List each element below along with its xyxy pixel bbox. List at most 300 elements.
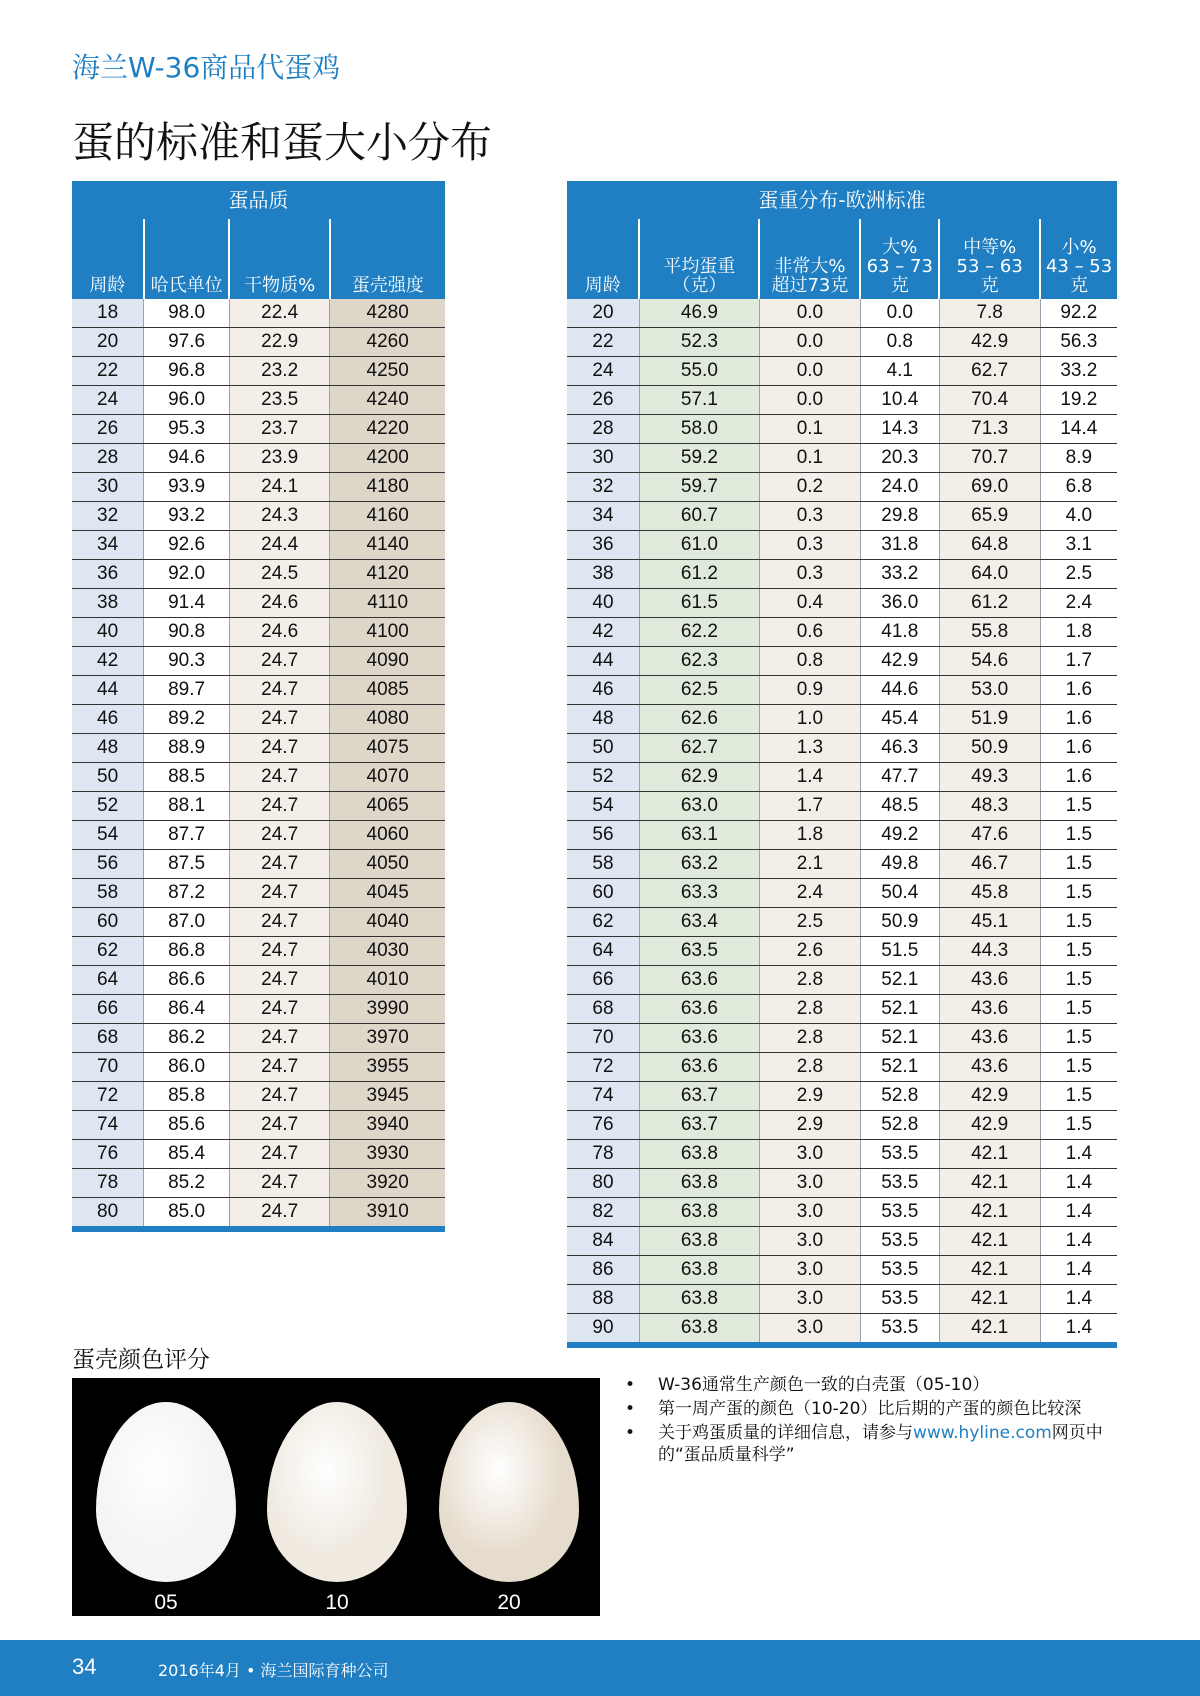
table-cell: 63.0 (639, 792, 759, 821)
table-cell: 1.4 (1040, 1227, 1117, 1256)
table-cell: 4.1 (860, 357, 939, 386)
table-cell: 52 (72, 792, 144, 821)
table-cell: 63.6 (639, 1024, 759, 1053)
table-cell: 87.2 (144, 879, 230, 908)
table-cell: 24.7 (229, 995, 329, 1024)
table-cell: 24 (72, 386, 144, 415)
column-header-line: 克 (890, 275, 909, 296)
table-cell: 3.0 (759, 1314, 860, 1346)
table-row (72, 502, 445, 531)
website-link[interactable]: www.hyline.com (913, 1423, 1052, 1443)
table-cell: 51.9 (939, 705, 1040, 734)
table-row (567, 444, 1117, 473)
table-cell: 56 (567, 821, 639, 850)
table-row (72, 995, 445, 1024)
table-row (567, 502, 1117, 531)
table-row (72, 1140, 445, 1169)
table-cell: 20 (72, 328, 144, 357)
table-cell: 7.8 (939, 299, 1040, 328)
table-cell: 24.7 (229, 908, 329, 937)
table-cell: 1.4 (759, 763, 860, 792)
table-cell: 2.8 (759, 995, 860, 1024)
table-cell: 96.8 (144, 357, 230, 386)
table-cell: 34 (72, 531, 144, 560)
table-cell: 49.2 (860, 821, 939, 850)
table-cell: 42.1 (939, 1140, 1040, 1169)
table-cell: 63.3 (639, 879, 759, 908)
table-cell: 40 (72, 618, 144, 647)
table-cell: 1.8 (759, 821, 860, 850)
table-cell: 62.6 (639, 705, 759, 734)
table-cell: 4140 (330, 531, 445, 560)
table-cell: 95.3 (144, 415, 230, 444)
table-cell: 50.9 (939, 734, 1040, 763)
table-cell: 6.8 (1040, 473, 1117, 502)
table-cell: 4280 (330, 299, 445, 328)
table-cell: 24.7 (229, 966, 329, 995)
table-cell: 65.9 (939, 502, 1040, 531)
table-cell: 3.0 (759, 1198, 860, 1227)
table-cell: 24.7 (229, 1082, 329, 1111)
table-cell: 53.5 (860, 1285, 939, 1314)
table-cell: 2.8 (759, 1024, 860, 1053)
table-row (567, 1198, 1117, 1227)
table-cell: 38 (72, 589, 144, 618)
table-cell: 24.7 (229, 1198, 329, 1230)
table-row (567, 966, 1117, 995)
table-cell: 43.6 (939, 1053, 1040, 1082)
table-cell: 1.4 (1040, 1285, 1117, 1314)
table-cell: 62.5 (639, 676, 759, 705)
table-cell: 23.9 (229, 444, 329, 473)
table-cell: 0.9 (759, 676, 860, 705)
table-cell: 61.2 (939, 589, 1040, 618)
table-cell: 63.6 (639, 966, 759, 995)
table-row (567, 850, 1117, 879)
table-row (72, 850, 445, 879)
table-cell: 93.2 (144, 502, 230, 531)
table-cell: 46 (72, 705, 144, 734)
table-cell: 1.8 (1040, 618, 1117, 647)
table-row (567, 560, 1117, 589)
table-cell: 42.1 (939, 1285, 1040, 1314)
table-cell: 68 (72, 1024, 144, 1053)
table-row (567, 879, 1117, 908)
table-cell: 44 (567, 647, 639, 676)
table-cell: 46.7 (939, 850, 1040, 879)
table-cell: 22.4 (229, 299, 329, 328)
table-cell: 69.0 (939, 473, 1040, 502)
table-cell: 22 (72, 357, 144, 386)
column-header (939, 219, 1040, 299)
table-cell: 18 (72, 299, 144, 328)
table-cell: 4180 (330, 473, 445, 502)
column-header-line: 43 – 53 (1045, 256, 1113, 277)
table-cell: 40 (567, 589, 639, 618)
table-cell: 76 (567, 1111, 639, 1140)
column-header: 周龄 (72, 219, 144, 299)
table-cell: 71.3 (939, 415, 1040, 444)
table-row (567, 1140, 1117, 1169)
table-cell: 1.5 (1040, 995, 1117, 1024)
table-cell: 1.6 (1040, 705, 1117, 734)
table-cell: 46 (567, 676, 639, 705)
table-cell: 70 (72, 1053, 144, 1082)
table-row (567, 618, 1117, 647)
bullet-icon: • (625, 1399, 636, 1419)
table-cell: 24.7 (229, 937, 329, 966)
column-header-line: （克） (672, 275, 727, 296)
table-cell: 64 (72, 966, 144, 995)
table-cell: 45.1 (939, 908, 1040, 937)
table-cell: 24.7 (229, 1053, 329, 1082)
table-cell: 2.9 (759, 1082, 860, 1111)
egg-weight-caption: 蛋重分布-欧洲标准 (567, 181, 1117, 219)
table-row (567, 1285, 1117, 1314)
table-cell: 33.2 (860, 560, 939, 589)
table-cell: 1.3 (759, 734, 860, 763)
column-header-line: 中等% (963, 237, 1017, 258)
table-cell: 0.3 (759, 502, 860, 531)
table-cell: 52 (567, 763, 639, 792)
table-cell: 42.1 (939, 1256, 1040, 1285)
table-cell: 62.9 (639, 763, 759, 792)
table-cell: 1.7 (759, 792, 860, 821)
table-cell: 63.8 (639, 1169, 759, 1198)
table-cell: 74 (567, 1082, 639, 1111)
table-cell: 56.3 (1040, 328, 1117, 357)
table-cell: 10.4 (860, 386, 939, 415)
table-row (567, 821, 1117, 850)
table-cell: 92.0 (144, 560, 230, 589)
egg-quality-caption: 蛋品质 (72, 181, 445, 219)
table-cell: 4075 (330, 734, 445, 763)
table-row (72, 1169, 445, 1198)
table-row (72, 1053, 445, 1082)
table-cell: 76 (72, 1140, 144, 1169)
table-cell: 53.5 (860, 1227, 939, 1256)
table-cell: 32 (72, 502, 144, 531)
table-row (72, 560, 445, 589)
table-cell: 4040 (330, 908, 445, 937)
table-cell: 3.0 (759, 1169, 860, 1198)
table-cell: 14.4 (1040, 415, 1117, 444)
table-row (72, 386, 445, 415)
table-row (72, 821, 445, 850)
table-cell: 60.7 (639, 502, 759, 531)
table-cell: 1.5 (1040, 821, 1117, 850)
table-row (567, 299, 1117, 328)
table-cell: 3.0 (759, 1227, 860, 1256)
table-row (567, 415, 1117, 444)
column-header (639, 219, 759, 299)
table-row (72, 473, 445, 502)
table-cell: 30 (567, 444, 639, 473)
table-cell: 80 (567, 1169, 639, 1198)
egg-score-label: 10 (325, 1591, 349, 1614)
table-cell: 4065 (330, 792, 445, 821)
table-cell: 3.0 (759, 1256, 860, 1285)
table-cell: 62.7 (939, 357, 1040, 386)
table-cell: 1.4 (1040, 1314, 1117, 1346)
table-cell: 72 (567, 1053, 639, 1082)
table-cell: 3955 (330, 1053, 445, 1082)
table-row (72, 705, 445, 734)
shell-color-photo (72, 1378, 600, 1616)
table-row (72, 966, 445, 995)
table-cell: 52.1 (860, 1024, 939, 1053)
table-cell: 48.3 (939, 792, 1040, 821)
table-cell: 66 (72, 995, 144, 1024)
table-cell: 49.3 (939, 763, 1040, 792)
column-header-line: 超过73克 (771, 275, 849, 296)
note-text: 第一周产蛋的颜色（10-20）比后期的产蛋的颜色比较深 (658, 1399, 1082, 1419)
column-header: 干物质% (229, 219, 329, 299)
table-cell: 0.4 (759, 589, 860, 618)
table-cell: 0.0 (759, 357, 860, 386)
table-row (567, 937, 1117, 966)
table-cell: 62.2 (639, 618, 759, 647)
table-cell: 4085 (330, 676, 445, 705)
table-cell: 20.3 (860, 444, 939, 473)
table-cell: 1.5 (1040, 879, 1117, 908)
table-cell: 59.2 (639, 444, 759, 473)
table-cell: 1.4 (1040, 1256, 1117, 1285)
table-cell: 86.8 (144, 937, 230, 966)
table-cell: 70.4 (939, 386, 1040, 415)
table-cell: 82 (567, 1198, 639, 1227)
table-cell: 0.8 (759, 647, 860, 676)
table-cell: 64.0 (939, 560, 1040, 589)
column-header (567, 219, 639, 299)
table-cell: 85.6 (144, 1111, 230, 1140)
table-row (567, 995, 1117, 1024)
table-cell: 4200 (330, 444, 445, 473)
table-cell: 0.1 (759, 444, 860, 473)
table-cell: 24.7 (229, 1024, 329, 1053)
table-cell: 4220 (330, 415, 445, 444)
table-cell: 31.8 (860, 531, 939, 560)
table-row (567, 705, 1117, 734)
table-cell: 89.2 (144, 705, 230, 734)
table-cell: 1.6 (1040, 676, 1117, 705)
table-cell: 4060 (330, 821, 445, 850)
table-cell: 24.7 (229, 850, 329, 879)
table-row (567, 1256, 1117, 1285)
table-cell: 53.0 (939, 676, 1040, 705)
table-row (567, 589, 1117, 618)
table-cell: 51.5 (860, 937, 939, 966)
table-cell: 24.6 (229, 589, 329, 618)
table-cell: 50.9 (860, 908, 939, 937)
table-cell: 94.6 (144, 444, 230, 473)
table-cell: 92.2 (1040, 299, 1117, 328)
table-cell: 90 (567, 1314, 639, 1346)
table-cell: 3945 (330, 1082, 445, 1111)
table-cell: 63.8 (639, 1256, 759, 1285)
table-cell: 24.7 (229, 763, 329, 792)
table-cell: 52.3 (639, 328, 759, 357)
table-cell: 66 (567, 966, 639, 995)
table-cell: 74 (72, 1111, 144, 1140)
table-cell: 33.2 (1040, 357, 1117, 386)
table-cell: 2.6 (759, 937, 860, 966)
table-cell: 30 (72, 473, 144, 502)
document-subtitle: 海兰W-36商品代蛋鸡 (72, 51, 341, 84)
note-text: 关于鸡蛋质量的详细信息，请参与 (658, 1423, 913, 1443)
table-cell: 62.3 (639, 647, 759, 676)
table-cell: 32 (567, 473, 639, 502)
table-cell: 63.5 (639, 937, 759, 966)
table-cell: 63.8 (639, 1314, 759, 1346)
table-cell: 19.2 (1040, 386, 1117, 415)
table-cell: 0.8 (860, 328, 939, 357)
column-header-line: 平均蛋重 (663, 256, 736, 277)
table-row (72, 676, 445, 705)
table-cell: 2.8 (759, 966, 860, 995)
table-cell: 3920 (330, 1169, 445, 1198)
table-cell: 68 (567, 995, 639, 1024)
column-header-line: 大% (882, 237, 918, 258)
table-cell: 24.5 (229, 560, 329, 589)
table-cell: 52.1 (860, 966, 939, 995)
table-cell: 41.8 (860, 618, 939, 647)
table-cell: 42 (72, 647, 144, 676)
table-cell: 22.9 (229, 328, 329, 357)
table-cell: 24.3 (229, 502, 329, 531)
table-cell: 24.7 (229, 676, 329, 705)
table-cell: 24.7 (229, 792, 329, 821)
table-cell: 53.5 (860, 1140, 939, 1169)
table-cell: 3930 (330, 1140, 445, 1169)
bullet-icon: • (625, 1423, 636, 1443)
egg-sample (96, 1402, 236, 1582)
table-cell: 24.4 (229, 531, 329, 560)
table-row (567, 1082, 1117, 1111)
table-cell: 61.0 (639, 531, 759, 560)
table-cell: 1.5 (1040, 937, 1117, 966)
table-cell: 3990 (330, 995, 445, 1024)
table-row (72, 444, 445, 473)
table-cell: 50.4 (860, 879, 939, 908)
egg-quality-table (72, 181, 445, 1232)
note-item (620, 1374, 1140, 1396)
table-row (567, 1111, 1117, 1140)
table-cell: 56 (72, 850, 144, 879)
table-cell: 4080 (330, 705, 445, 734)
column-header-line: 周龄 (584, 275, 621, 296)
table-cell: 90.3 (144, 647, 230, 676)
table-cell: 0.1 (759, 415, 860, 444)
table-row (72, 531, 445, 560)
table-cell: 2.8 (759, 1053, 860, 1082)
table-cell: 62 (567, 908, 639, 937)
table-cell: 3.0 (759, 1140, 860, 1169)
table-row (72, 618, 445, 647)
table-cell: 3970 (330, 1024, 445, 1053)
table-cell: 2.5 (759, 908, 860, 937)
table-cell: 98.0 (144, 299, 230, 328)
table-cell: 1.5 (1040, 966, 1117, 995)
table-cell: 1.6 (1040, 763, 1117, 792)
column-header (759, 219, 860, 299)
table-cell: 78 (72, 1169, 144, 1198)
table-cell: 42.1 (939, 1227, 1040, 1256)
table-cell: 4070 (330, 763, 445, 792)
table-cell: 97.6 (144, 328, 230, 357)
egg-score-label: 05 (154, 1591, 178, 1614)
table-cell: 42.1 (939, 1314, 1040, 1346)
table-row (72, 1024, 445, 1053)
table-cell: 1.0 (759, 705, 860, 734)
table-cell: 85.4 (144, 1140, 230, 1169)
table-cell: 28 (567, 415, 639, 444)
table-cell: 52.1 (860, 1053, 939, 1082)
table-row (567, 1314, 1117, 1346)
table-cell: 55.0 (639, 357, 759, 386)
shell-color-title: 蛋壳颜色评分 (72, 1347, 210, 1373)
footer (0, 1640, 1200, 1696)
table-cell: 86.2 (144, 1024, 230, 1053)
table-cell: 52.1 (860, 995, 939, 1024)
table-cell: 43.6 (939, 966, 1040, 995)
table-cell: 4100 (330, 618, 445, 647)
table-cell: 4045 (330, 879, 445, 908)
table-cell: 42.1 (939, 1198, 1040, 1227)
column-header: 蛋壳强度 (330, 219, 445, 299)
table-row (567, 1169, 1117, 1198)
table-cell: 29.8 (860, 502, 939, 531)
table-cell: 47.7 (860, 763, 939, 792)
table-cell: 36.0 (860, 589, 939, 618)
table-cell: 1.6 (1040, 734, 1117, 763)
table-cell: 24.7 (229, 734, 329, 763)
table-cell: 57.1 (639, 386, 759, 415)
table-cell: 1.4 (1040, 1140, 1117, 1169)
table-row (72, 908, 445, 937)
table-cell: 4160 (330, 502, 445, 531)
table-cell: 1.4 (1040, 1198, 1117, 1227)
table-cell: 28 (72, 444, 144, 473)
table-cell: 63.6 (639, 995, 759, 1024)
table-cell: 50 (72, 763, 144, 792)
table-cell: 63.7 (639, 1082, 759, 1111)
note-text: 网页中的“蛋品质量科学” (658, 1423, 1103, 1465)
table-cell: 85.2 (144, 1169, 230, 1198)
table-cell: 4250 (330, 357, 445, 386)
table-row (72, 1082, 445, 1111)
table-cell: 44 (72, 676, 144, 705)
table-cell: 53.5 (860, 1198, 939, 1227)
table-cell: 43.6 (939, 995, 1040, 1024)
table-cell: 8.9 (1040, 444, 1117, 473)
column-header-line: 克 (980, 275, 999, 296)
table-row (567, 531, 1117, 560)
table-cell: 46.3 (860, 734, 939, 763)
table-cell: 64 (567, 937, 639, 966)
table-cell: 2.4 (1040, 589, 1117, 618)
table-cell: 63.4 (639, 908, 759, 937)
table-cell: 88.9 (144, 734, 230, 763)
table-cell: 63.8 (639, 1198, 759, 1227)
table-cell: 63.8 (639, 1140, 759, 1169)
table-cell: 58 (567, 850, 639, 879)
column-header (860, 219, 939, 299)
table-cell: 24.6 (229, 618, 329, 647)
table-row (72, 763, 445, 792)
table-cell: 61.2 (639, 560, 759, 589)
table-cell: 0.3 (759, 531, 860, 560)
